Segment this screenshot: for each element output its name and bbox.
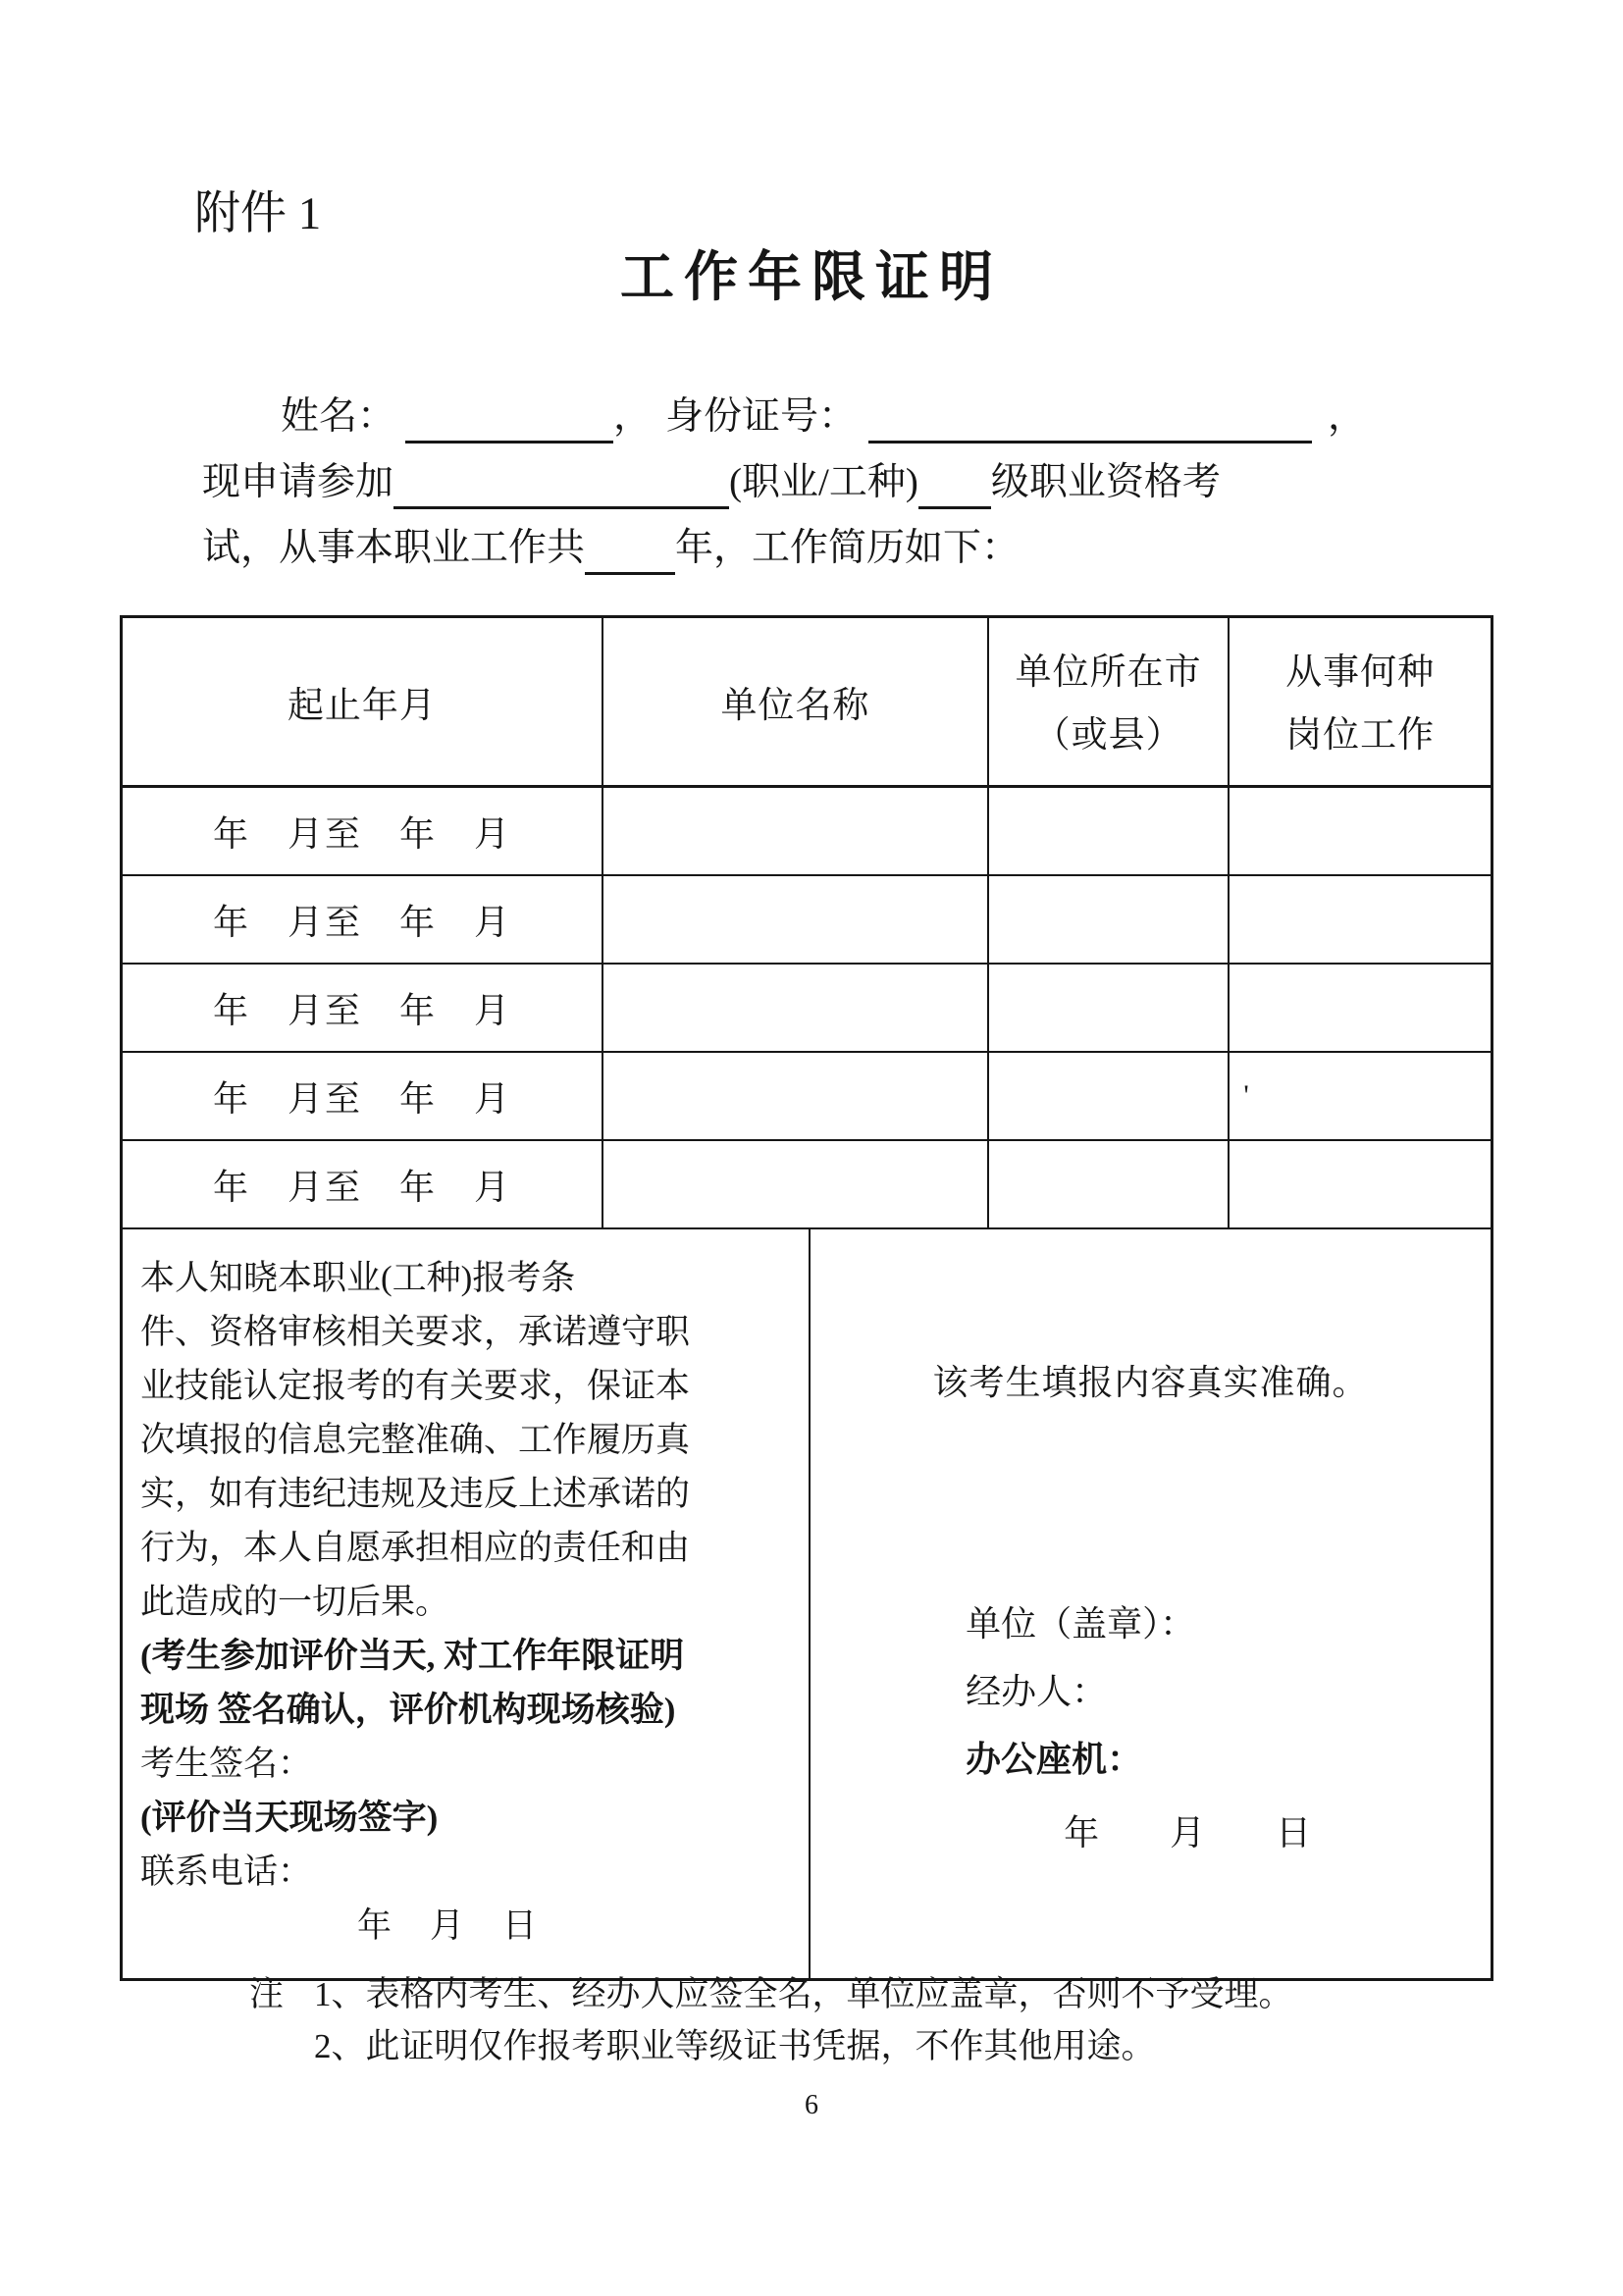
table-bottom-section [123, 1229, 1491, 1978]
work-history-table [120, 615, 1493, 1981]
declaration-line: 行为，本人自愿承担相应的责任和由 [140, 1529, 691, 1567]
comma: ， [613, 395, 653, 438]
note-item: 1、表格内考生、经办人应签全名，单位应盖章，否则不予受理。 [314, 1975, 1293, 2013]
confirmation-cell [809, 1229, 1491, 1978]
confirmation-date-line: 年 月 日 [1064, 1813, 1312, 1852]
position-cell [1228, 876, 1491, 963]
declaration-line-bold: (考生参加评价当天, 对工作年限证明 [140, 1637, 685, 1675]
table-header-row [123, 618, 1491, 788]
position-cell [1228, 788, 1491, 874]
header-unit-city-line2: （或县） [1033, 715, 1183, 756]
position-cell-stray-mark: ' [1228, 1053, 1491, 1139]
unit-city-cell [987, 1053, 1228, 1139]
position-cell [1228, 965, 1491, 1051]
unit-name-cell [602, 876, 987, 963]
header-unit-city-line1: 单位所在市 [1015, 652, 1202, 693]
period-cell: 年 月至 年 月 [212, 1078, 511, 1119]
unit-city-cell [987, 965, 1228, 1051]
declaration-cell [123, 1229, 809, 1978]
unit-seal-label: 单位（盖章）： [966, 1604, 1196, 1644]
notes [249, 1968, 1293, 2072]
declaration-date-line: 年 月 日 [357, 1906, 540, 1945]
intro-line-3 [202, 520, 1419, 586]
unit-city-cell [987, 1141, 1228, 1227]
table-row [123, 965, 1491, 1053]
level-suffix: 级职业资格考 [990, 461, 1221, 503]
intro-line-2 [202, 454, 1419, 520]
seal-block [966, 1591, 1311, 1867]
declaration-line-bold: 现场 签名确认，评价机构现场核验) [140, 1691, 676, 1729]
table-row [123, 788, 1491, 876]
header-position-line2: 岗位工作 [1285, 715, 1436, 756]
declaration-line: 实，如有违纪违规及违反上述承诺的 [140, 1475, 691, 1513]
unit-name-cell [602, 965, 987, 1051]
confirmation-statement: 该考生填报内容真实准确。 [932, 1363, 1369, 1402]
page-number: 6 [805, 2090, 818, 2120]
office-phone-label: 办公座机： [966, 1740, 1143, 1779]
period-cell: 年 月至 年 月 [212, 1167, 511, 1207]
note-item: 2、此证明仅作报考职业等级证书凭据，不作其他用途。 [314, 2027, 1156, 2065]
years-blank [585, 535, 675, 575]
notes-label: 注 [249, 1975, 285, 2013]
declaration-line: 次填报的信息完整准确、工作履历真 [140, 1421, 691, 1459]
line3-prefix: 试，从事本职业工作共 [202, 527, 586, 569]
id-label: 身份证号： [665, 395, 858, 438]
period-cell: 年 月至 年 月 [212, 902, 511, 942]
occupation-note: (职业/工种) [729, 461, 918, 503]
position-cell [1228, 1141, 1491, 1227]
declaration-line: 此造成的一切后果。 [140, 1583, 450, 1621]
apply-blank [393, 469, 729, 509]
header-cell-position [1228, 618, 1491, 785]
table-row [123, 1141, 1491, 1229]
unit-city-cell [987, 788, 1228, 874]
name-label: 姓名： [281, 395, 396, 438]
header-cell-period: 起止年月 [287, 686, 437, 726]
intro-line-1 [202, 389, 1419, 454]
table-row [123, 1053, 1491, 1141]
period-cell: 年 月至 年 月 [212, 813, 511, 854]
name-blank [405, 403, 613, 444]
level-blank [918, 469, 991, 509]
comma: ， [1328, 395, 1367, 438]
declaration-line: 本人知晓本职业(工种)报考条 [140, 1259, 576, 1297]
unit-city-cell [987, 876, 1228, 963]
intro-paragraph [202, 389, 1419, 586]
header-cell-unit-city [987, 618, 1228, 785]
declaration-line: 件、资格审核相关要求，承诺遵守职 [140, 1313, 691, 1351]
table-row [123, 876, 1491, 965]
header-position-line1: 从事何种 [1285, 652, 1436, 693]
sign-on-site-note: (评价当天现场签字) [140, 1799, 439, 1837]
candidate-signature-label: 考生签名： [140, 1745, 313, 1783]
period-cell: 年 月至 年 月 [212, 990, 511, 1030]
contact-phone-label: 联系电话： [140, 1852, 313, 1891]
attachment-label: 附件 1 [194, 188, 322, 239]
unit-name-cell [602, 1141, 987, 1227]
unit-name-cell [602, 788, 987, 874]
apply-prefix: 现申请参加 [202, 461, 394, 503]
unit-name-cell [602, 1053, 987, 1139]
handler-label: 经办人： [966, 1672, 1108, 1711]
declaration-line: 业技能认定报考的有关要求，保证本 [140, 1367, 691, 1405]
id-blank [868, 403, 1312, 444]
header-cell-unit-name: 单位名称 [602, 618, 987, 785]
line3-suffix: 年，工作简历如下： [675, 527, 1021, 569]
page-title: 工作年限证明 [619, 247, 1003, 307]
